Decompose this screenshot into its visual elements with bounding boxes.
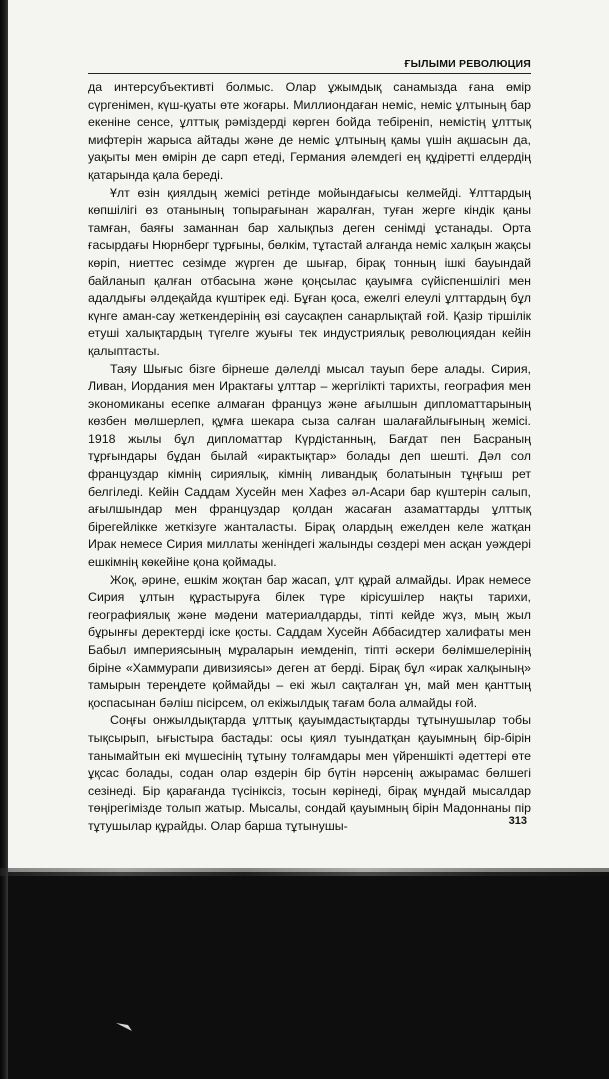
scan-artifact-mark <box>116 1022 134 1032</box>
paragraph: Таяу Шығыс бізге бірнеше дәлелді мысал тауып бере алады. Сирия, Ливан, Иордания мен Ирактағы ұлттар – жергілікті тарихты, география мен экономиканы есепке алмаған француз және ағылшын дипломаттарының көзбен мөлшерлеп, құмға шекара сыза салған шалағайлығының жемісі. 1918 жылы бұл дипломаттар Күрдістанның, Бағдат пен Басраның тұрғындары бұдан былай «ирактықтар» болады деп шешті. Дәл сол француздар кімнің сириялық, кімнің ливандық болатынын тұңғыш рет белгіледі. Кейін Саддам Хусейн мен Хафез әл-Асари бар күштерін салып, ағылшындар мен француздар қолдан жасаған азаматтарды ұлттық бірегейлікке жеткізуге жанталасты. Бірақ олардың ежелден келе жатқан Ирак немесе Сирия миллаты женіндегі жалынды сөздері мен асқан уәждері ешкімнің көкейіне қона қоймады. <box>88 361 531 570</box>
paragraph: Жоқ, әрине, ешкім жоқтан бар жасап, ұлт құрай алмайды. Ирак немесе Сирия ұлтын құрастыруға білек түре кірісушілер нақты тарихи, географиялық және мәдени материалдарды, тіпті кейде жүз, мың жыл бұрынғы деректерді іске қосты. Саддам Хусейн Аббасидтер халифаты мен Бабыл империясының мұраларын иемденіп, тіпті әскери бөлімшелерінің біріне «Хаммурапи дивизиясы» деген ат берді. Бірақ бұл «ирак халқының» тамырын тереңдете қоймайды – екі жыл сақталған ұн, май мен қанттың қоспасынан бәліш пісірсем, ол екіжылдық тағам бола алмайды ғой. <box>88 572 531 710</box>
paragraph: да интерсубъективті болмыс. Олар ұжымдық санамызда ғана өмір сүргенімен, күш-қуаты өте жоғары. Миллиондаған неміс, неміс ұлтының бар екеніне сенсе, ұлттық рәміздерді көрген бойда тебіреніп, немістің ұлттық мифтерін жарыса айтады және де неміс ұлтының қамы үшін ақшасын да, уақыты мен өмірін де сарп етеді, Германия әлемдегі ең құдіретті елдердің қатарында қала береді. <box>88 80 531 182</box>
body-text <box>88 79 531 836</box>
header-rule <box>88 73 531 74</box>
scan-edge-noise <box>0 868 609 876</box>
book-spine-shadow <box>0 0 8 1079</box>
page-number: 313 <box>508 815 527 827</box>
running-head: ҒЫЛЫМИ РЕВОЛЮЦИЯ <box>404 58 531 70</box>
paragraph: Ұлт өзін қиялдың жемісі ретінде мойындағысы келмейді. Ұлттардың көпшілігі өз отанының топырағынан жаралған, туған жерге кіндік қаны тамған, баяғы заманнан бар халықпыз деген сенімді ұстанады. Орта ғасырдағы Нюрнберг тұрғыны, бөлкім, тұтастай алғанда неміс халқын жақсы көріп, ниеттес сезімде жүрген де шығар, бірақ тонның ішкі бауындай байланып қалған отбасына және қоңсылас қауымға сүйіспеншілігі мен адалдығы әлдеқайда күштірек еді. Бұған қоса, ежелгі елеулі ұлттардың бұл күнге аман-сау жеткендерінің өзі саусақпен санарлықтай ғой. Қазір тіршілік етуші халықтардың түгелге жуығы тек индустриялық революциядан кейін қалыптасты. <box>88 185 531 358</box>
paragraph: Соңғы онжылдықтарда ұлттық қауымдастықтарды тұтынушылар тобы тықсырып, ығыстыра бастады: осы қиял туындатқан қауымның бір-бірін танымайтын екі мүшесінің тұтыну толғамдары мен үйреншікті әдеттері өте ұқсас болады, содан олар өздерін бір бүтін нәрсенің ажырамас бөлшегі сезінеді. Бір қарағанда түсініксіз, тосын көрінеді, бірақ мұндай мысалдар төңірегімізде толып жатыр. Мысалы, сондай қауымның бірін Мадоннаны пір тұтушылар құрайды. Олар барша тұтынушы- <box>88 713 531 833</box>
